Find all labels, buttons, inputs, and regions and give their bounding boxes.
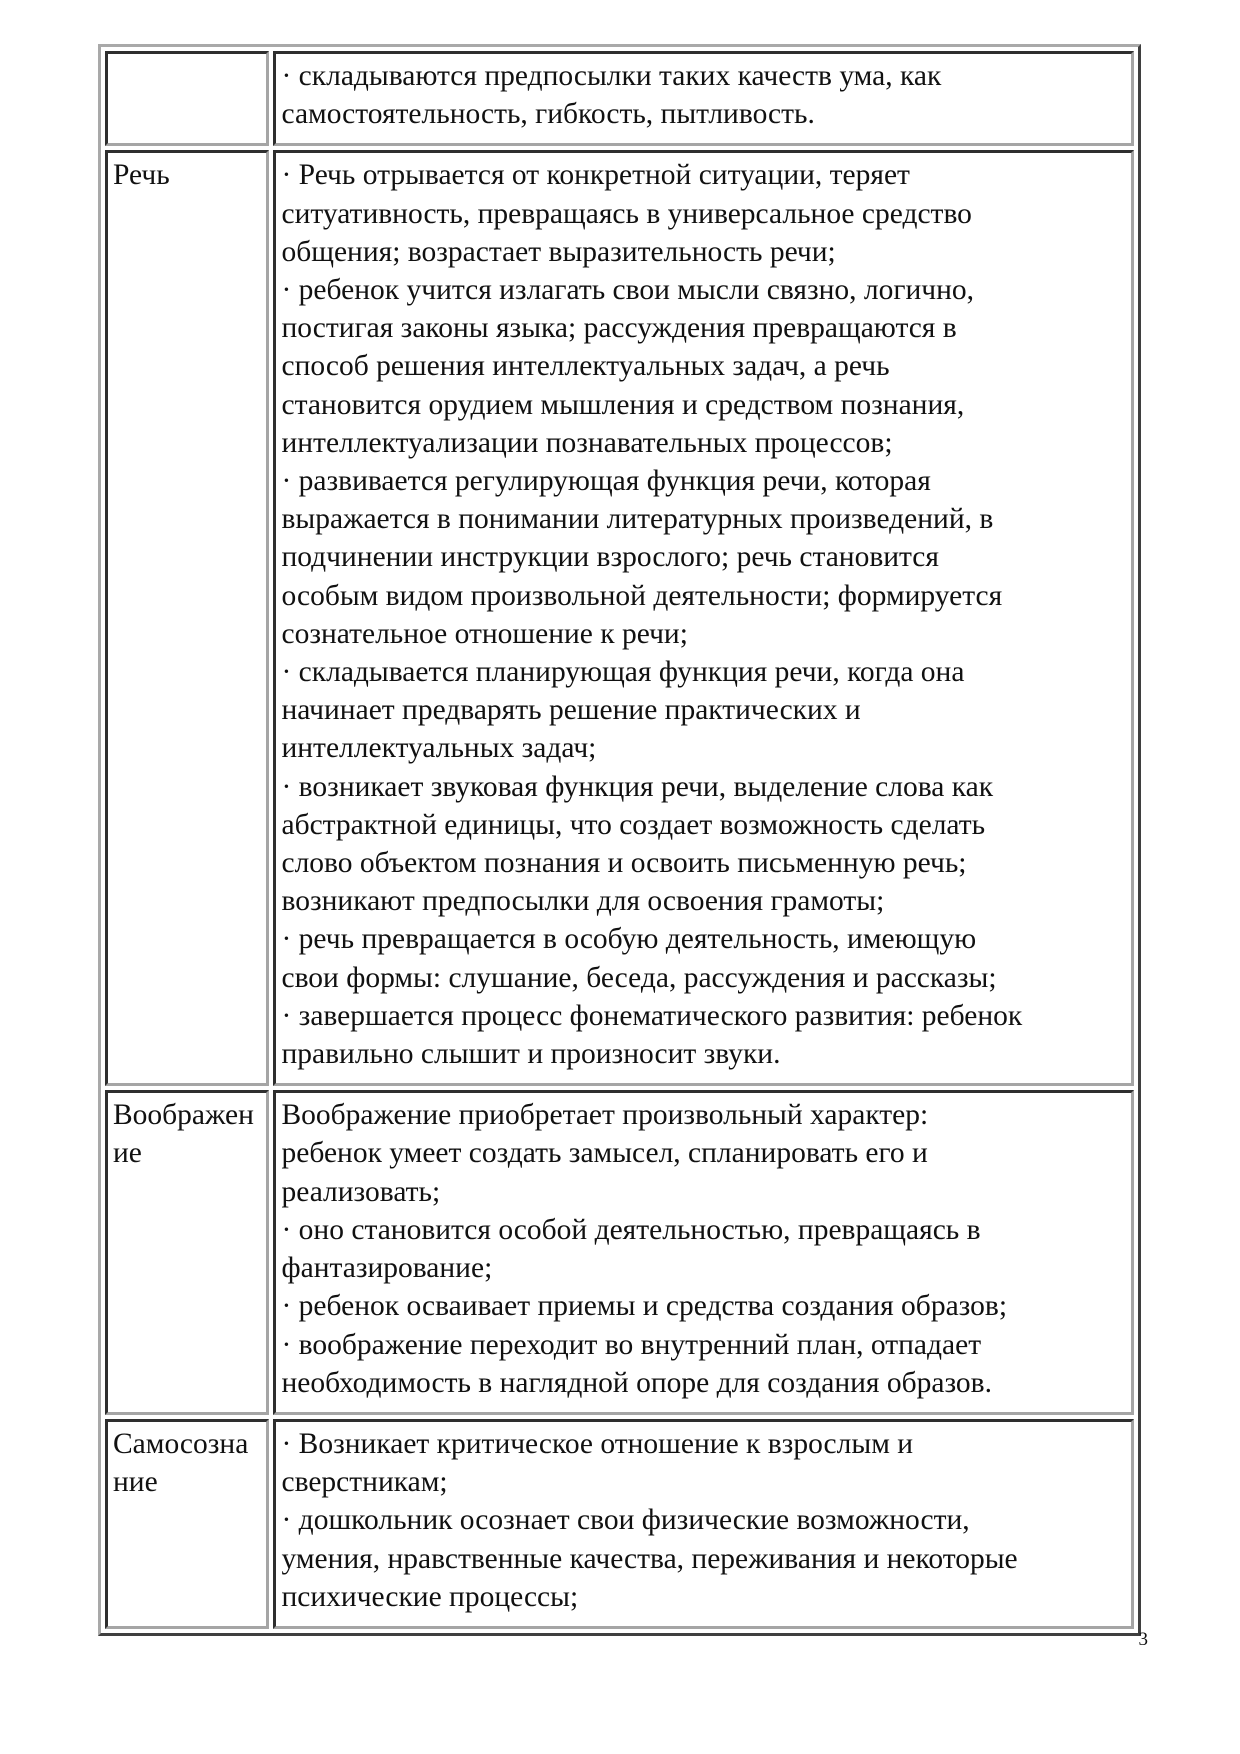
- text-line: Воображение приобретает произвольный характер:: [281, 1099, 929, 1132]
- text-line: · возникает звуковая функция речи, выделение слова как: [281, 770, 994, 803]
- text-line: · завершается процесс фонематического развития: ребенок: [281, 999, 1023, 1032]
- text-line: слово объектом познания и освоить письменную речь;: [281, 847, 967, 880]
- text-line: · ребенок учится излагать свои мысли связно, логично,: [281, 274, 974, 307]
- text-line: сверстникам;: [281, 1466, 448, 1499]
- row-content: [273, 1419, 1134, 1629]
- text-line: способ решения интеллектуальных задач, а речь: [281, 350, 890, 383]
- text-line: свои формы: слушание, беседа, рассуждения и рассказы;: [281, 961, 997, 994]
- text-line: ситуативность, превращаясь в универсальное средство: [281, 197, 972, 230]
- text-line: · дошкольник осознает свои физические возможности,: [281, 1504, 970, 1537]
- text-line: психические процессы;: [281, 1580, 579, 1613]
- text-line: · ребенок осваивает приемы и средства создания образов;: [281, 1290, 1008, 1323]
- row-label: Речь: [105, 150, 269, 1086]
- text-line: реализовать;: [281, 1175, 441, 1208]
- row-content: [273, 51, 1134, 146]
- text-line: · складывается планирующая функция речи, когда она: [281, 656, 965, 689]
- text-line: · Возникает критическое отношение к взрослым и: [281, 1427, 914, 1460]
- text-line: общения; возрастает выразительность речи;: [281, 235, 836, 268]
- text-line: ребенок умеет создать замысел, спланировать его и: [281, 1137, 928, 1170]
- text-line: интеллектуальных задач;: [281, 732, 597, 765]
- text-line: правильно слышит и произносит звуки.: [281, 1038, 781, 1071]
- row-content: [273, 150, 1134, 1086]
- text-line: необходимость в наглядной опоре для создания образов.: [281, 1366, 992, 1399]
- text-line: возникают предпосылки для освоения грамоты;: [281, 885, 885, 918]
- text-line: начинает предварять решение практических и: [281, 694, 861, 727]
- text-line: абстрактной единицы, что создает возможность сделать: [281, 808, 986, 841]
- text-line: становится орудием мышления и средством познания,: [281, 388, 965, 421]
- row-content: [273, 1090, 1134, 1415]
- table-row: [105, 150, 1134, 1086]
- page-number: 3: [1138, 1629, 1148, 1650]
- text-line: особым видом произвольной деятельности; формируется: [281, 579, 1003, 612]
- text-line: · Речь отрывается от конкретной ситуации, теряет: [281, 159, 910, 192]
- row-label: Самосознание: [105, 1419, 269, 1629]
- text-line: · оно становится особой деятельностью, превращаясь в: [281, 1213, 981, 1246]
- text-line: сознательное отношение к речи;: [281, 617, 688, 650]
- characteristics-table: [98, 44, 1141, 1636]
- row-label: Воображение: [105, 1090, 269, 1415]
- text-line: самостоятельность, гибкость, пытливость.: [281, 98, 815, 131]
- text-line: фантазирование;: [281, 1252, 493, 1285]
- text-line: выражается в понимании литературных произведений, в: [281, 503, 994, 536]
- text-line: · складываются предпосылки таких качеств ума, как: [281, 60, 942, 92]
- table-row: [105, 1419, 1134, 1629]
- text-line: · развивается регулирующая функция речи, которая: [281, 465, 931, 498]
- row-label: [105, 51, 269, 146]
- table-row: [105, 51, 1134, 146]
- table-row: [105, 1090, 1134, 1415]
- text-line: постигая законы языка; рассуждения превращаются в: [281, 312, 957, 345]
- text-line: подчинении инструкции взрослого; речь становится: [281, 541, 939, 574]
- text-line: умения, нравственные качества, переживания и некоторые: [281, 1542, 1018, 1575]
- text-line: · речь превращается в особую деятельность, имеющую: [281, 923, 977, 956]
- text-line: интеллектуализации познавательных процессов;: [281, 426, 893, 459]
- text-line: · воображение переходит во внутренний план, отпадает: [281, 1328, 982, 1361]
